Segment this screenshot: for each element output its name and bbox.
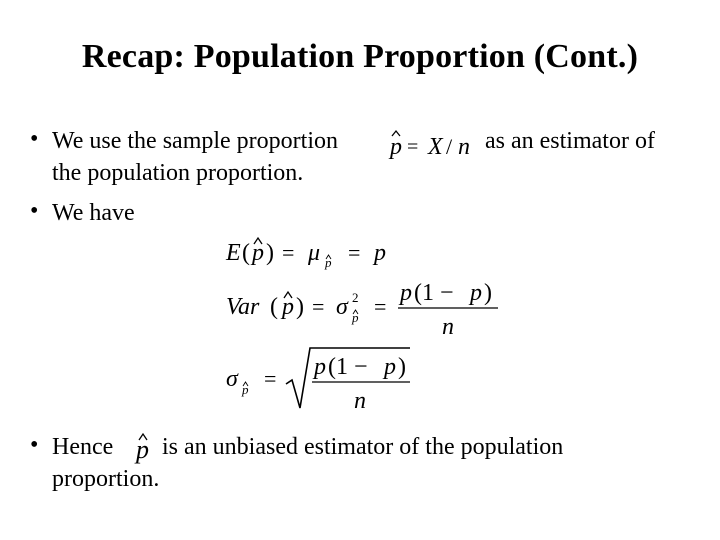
bullet-marker: •: [30, 432, 39, 458]
svg-text:p: p: [282, 294, 294, 320]
svg-text:p: p: [314, 354, 326, 380]
bullet-3-line-1-start: Hence: [52, 434, 114, 460]
slide-title: Recap: Population Proportion (Cont.): [81, 38, 639, 75]
svg-text:=: =: [312, 294, 325, 319]
svg-text:p: p: [400, 280, 412, 306]
svg-text:2: 2: [352, 290, 359, 305]
svg-text:=: =: [282, 240, 295, 265]
svg-text:(: (: [242, 240, 250, 266]
p-hat-symbol: [132, 428, 158, 468]
bullet-2-text: We have: [52, 200, 135, 226]
standard-deviation-equation: [224, 344, 424, 414]
bullet-3-line-2-text: proportion.: [52, 466, 160, 492]
bullet-3-line-1-end: is an unbiased estimator of the population: [162, 434, 564, 460]
expectation-equation: [224, 232, 414, 272]
svg-text:p: p: [252, 240, 264, 266]
svg-text:p: p: [384, 354, 396, 380]
svg-text:E: E: [226, 240, 241, 266]
svg-text:p: p: [390, 134, 402, 160]
svg-text:X: X: [428, 134, 443, 160]
svg-text:n: n: [442, 314, 454, 340]
svg-text:σ: σ: [336, 294, 348, 320]
svg-text:(: (: [270, 294, 278, 320]
svg-text:p: p: [325, 255, 332, 270]
svg-text:p: p: [136, 435, 149, 464]
svg-text:): ): [484, 280, 492, 306]
svg-text:): ): [296, 294, 304, 320]
bullet-1-line-1-text: We use the sample proportion: [52, 128, 338, 154]
svg-text:p: p: [352, 310, 359, 325]
svg-text:Var: Var: [226, 294, 260, 320]
svg-text:μ: μ: [308, 240, 321, 266]
svg-text:): ): [398, 354, 406, 380]
svg-text:/: /: [446, 134, 453, 159]
variance-equation: [224, 278, 514, 340]
bullet-1-line-2-text: the population proportion.: [52, 160, 304, 186]
svg-text:n: n: [458, 134, 470, 160]
bullet-1-line-1-end: as an estimator of: [485, 128, 655, 154]
sample-proportion-formula: [388, 126, 478, 162]
svg-text:=: =: [264, 366, 277, 391]
svg-text:(1 −: (1 −: [328, 354, 368, 380]
bullet-marker: •: [30, 198, 39, 224]
svg-text:=: =: [407, 136, 419, 158]
svg-text:σ: σ: [226, 366, 238, 392]
svg-text:(1 −: (1 −: [414, 280, 454, 306]
bullet-marker: •: [30, 126, 39, 152]
svg-text:n: n: [354, 388, 366, 414]
svg-text:=: =: [348, 240, 361, 265]
svg-text:p: p: [374, 240, 386, 266]
svg-text:): ): [266, 240, 274, 266]
svg-text:p: p: [470, 280, 482, 306]
svg-text:=: =: [374, 294, 387, 319]
svg-text:p: p: [242, 382, 249, 397]
